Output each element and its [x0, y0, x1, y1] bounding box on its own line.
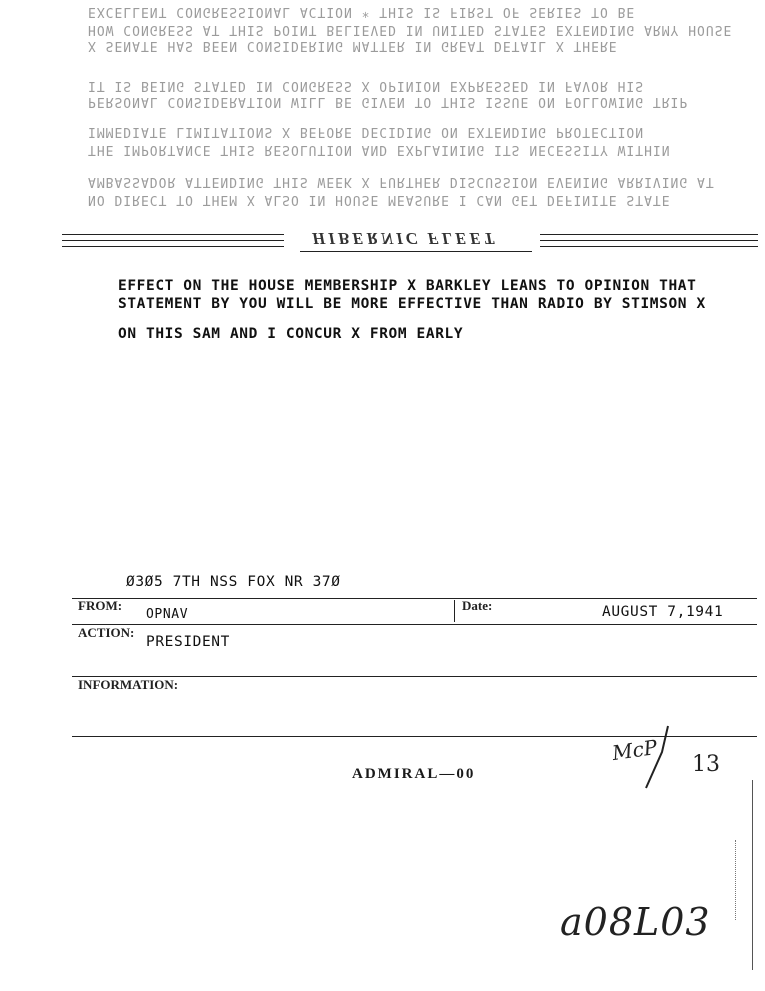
header-rule [62, 234, 284, 235]
information-label: INFORMATION: [78, 677, 179, 692]
bleed-through-text: HOW CONGRESS AT THIS POINT BELIEVED IN UNITED STATES EXTENDING ARMY HOUSE [88, 22, 733, 37]
bleed-through-text: THE IMPORTANCE THIS RESOLUTION AND EXPLAINING ITS NECESSITY WITHIN [88, 142, 671, 157]
handwritten-page-number: 13 [692, 752, 720, 777]
header-title: HIBERNIC FLEET [312, 229, 498, 248]
bleed-through-text: PERSONAL CONSIDERATION WILL BE GIVEN TO THIS ISSUE ON FOLLOWING TRIP [88, 94, 689, 109]
form-rule [72, 624, 757, 625]
bleed-through-text: X SENATE HAS BEEN CONSIDERING MATTER IN GREAT DETAIL X THERE [88, 38, 618, 53]
from-label: FROM: [78, 598, 123, 613]
message-line: EFFECT ON THE HOUSE MEMBERSHIP X BARKLEY LEANS TO OPINION THAT [118, 278, 697, 294]
initials-slash [628, 722, 678, 792]
bleed-through-text: AMBASSADOR ATTENDING THIS WEEK X FURTHER DISCUSSION EVENING ARRIVING AT [88, 174, 715, 189]
page-edge-mark [752, 780, 753, 970]
action-label: ACTION: [78, 625, 135, 640]
header-rule [540, 240, 758, 241]
form-rule [72, 598, 757, 599]
header-title-underline [300, 251, 532, 252]
header-rule [62, 240, 284, 241]
header-rule [540, 234, 758, 235]
action-value: PRESIDENT [146, 634, 230, 650]
date-label: Date: [462, 598, 493, 613]
bleed-through-text: NO DIRECT TO THEM X ALSO IN HOUSE MEASURE I CAN GET DEFINITE STATE [88, 192, 671, 207]
date-divider [454, 600, 455, 622]
handwritten-file-code: a08L03 [560, 900, 711, 944]
message-line: ON THIS SAM AND I CONCUR X FROM EARLY [118, 326, 464, 342]
signature-block: ADMIRAL—00 [352, 766, 476, 782]
message-reference: Ø3Ø5 7TH NSS FOX NR 37Ø [126, 574, 341, 590]
bleed-through-text: IMMEDIATE LIMITATIONS X BEFORE DECIDING ON EXTENDING PROTECTION [88, 124, 645, 139]
date-value: AUGUST 7,1941 [602, 604, 724, 620]
from-value: OPNAV [146, 607, 189, 622]
page-edge-mark [735, 840, 736, 920]
bleed-through-text: IT IS BEING STATED IN CONGRESS X OPINION EXPRESSED IN FAVOR HIS [88, 78, 645, 93]
message-line: STATEMENT BY YOU WILL BE MORE EFFECTIVE THAN RADIO BY STIMSON X [118, 296, 706, 312]
bleed-through-text: EXCELLENT CONGRESSIONAL ACTION * THIS IS FIRST OF SERIES TO BE [88, 4, 636, 19]
header-rule [540, 246, 758, 247]
handwritten-initials: McP [610, 734, 659, 766]
header-rule [62, 246, 284, 247]
